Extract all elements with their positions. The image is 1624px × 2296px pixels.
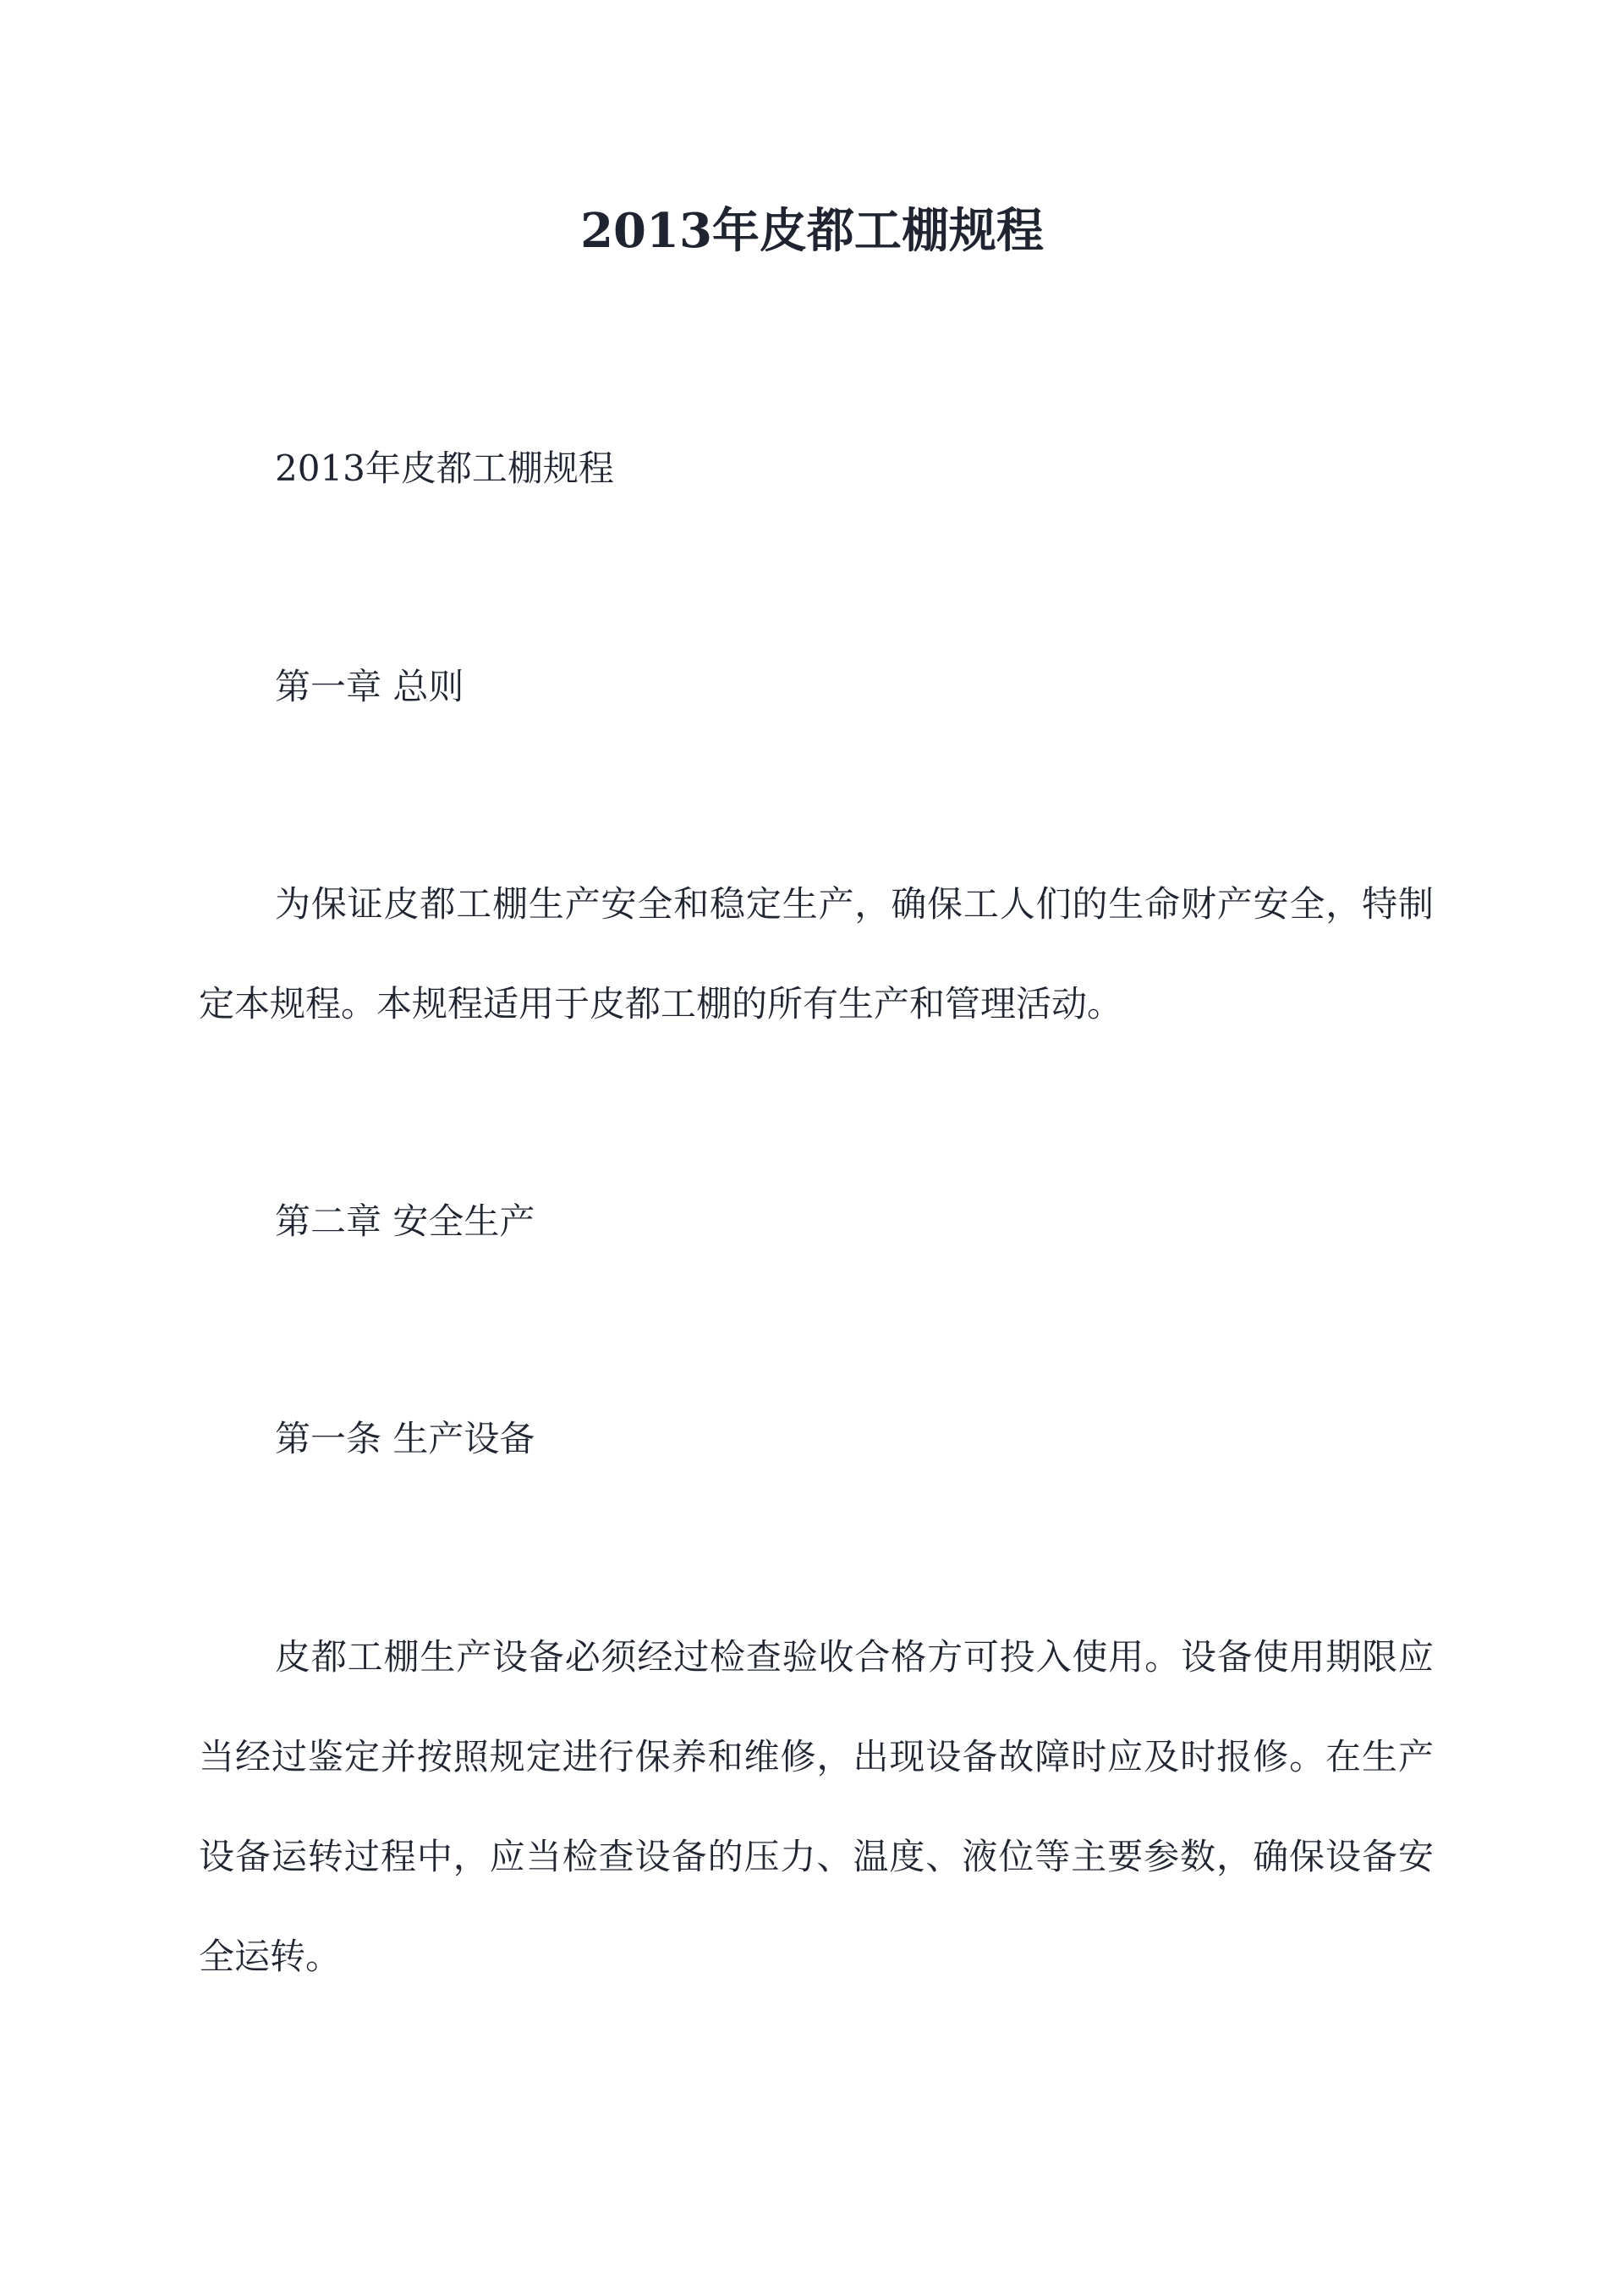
document-subtitle: 2013年皮都工棚规程 [275, 448, 614, 489]
chapter-two-heading: 第二章 安全生产 [275, 1200, 535, 1242]
chapter-one-heading: 第一章 总则 [275, 666, 464, 707]
general-principles-paragraph: 为保证皮都工棚生产安全和稳定生产，确保工人们的生命财产安全，特制定本规程。本规程适用于皮都工棚的所有生产和管理活动。 [199, 883, 1434, 1024]
document-title: 2013年皮都工棚规程 [580, 203, 1044, 259]
article-one-heading: 第一条 生产设备 [275, 1418, 535, 1459]
production-equipment-paragraph: 皮都工棚生产设备必须经过检查验收合格方可投入使用。设备使用期限应当经过鉴定并按照规定进行保养和维修，出现设备故障时应及时报修。在生产设备运转过程中，应当检查设备的压力、温度、液位等主要参数，确保设备安全运转。 [199, 1636, 1434, 1977]
